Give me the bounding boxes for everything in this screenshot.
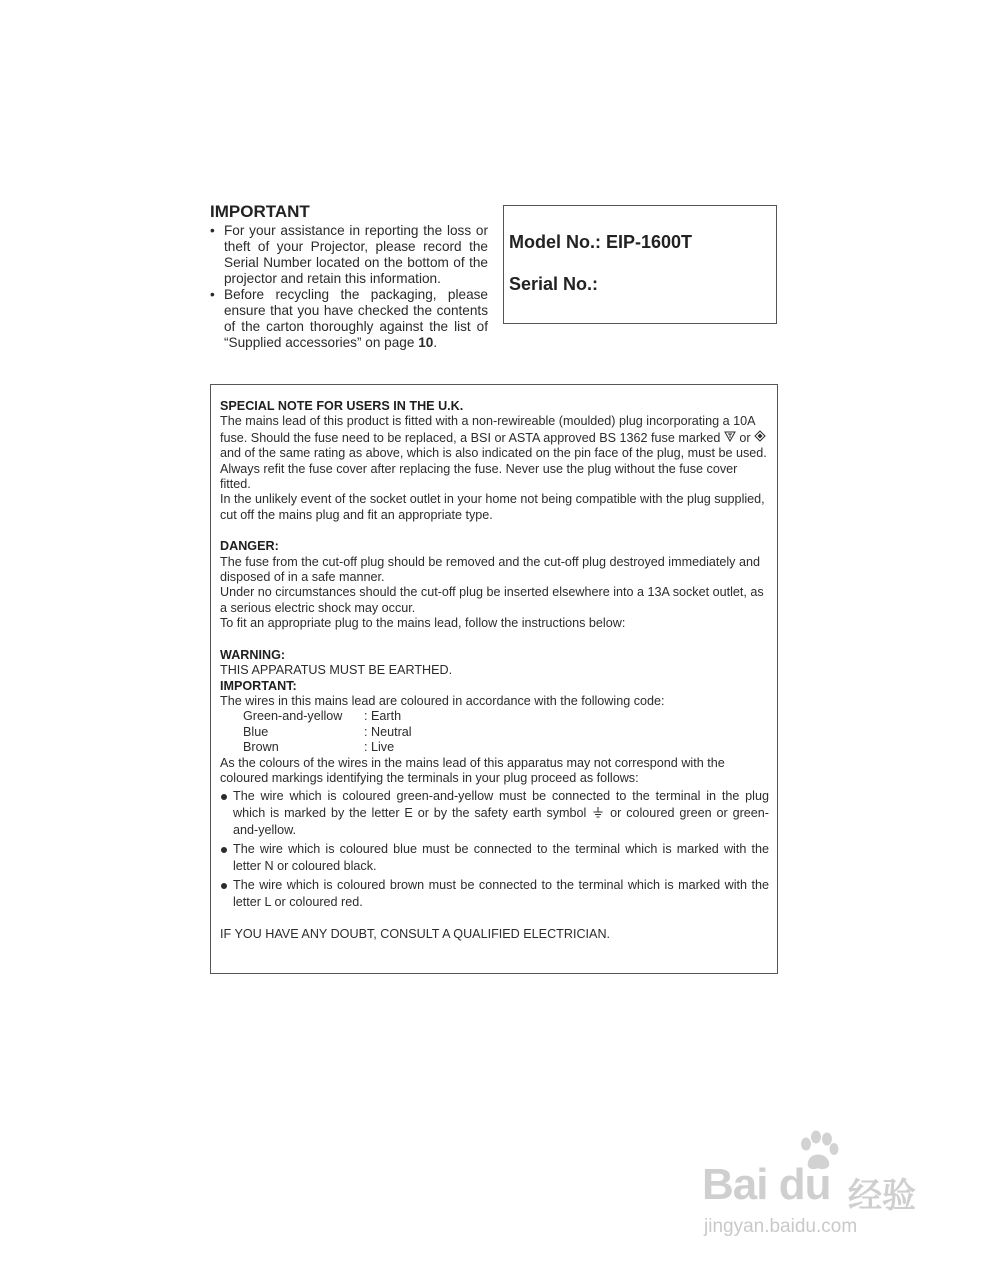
danger-text-2: Under no circumstances should the cut-off plug be inserted elsewhere into a 13A socket outlet, as a serious electric shock may occur.	[220, 585, 764, 615]
important-list	[210, 223, 488, 351]
model-serial-box	[503, 205, 777, 324]
wiring-bullet-earth: The wire which is coloured green-and-yellow must be connected to the terminal in the plug which is marked by the letter E or by the safety earth symbol or coloured green or green-and-yellow.	[220, 788, 769, 839]
watermark-url: jingyan.baidu.com	[704, 1216, 858, 1237]
page-reference: 10	[418, 335, 434, 350]
closing-advice: IF YOU HAVE ANY DOUBT, CONSULT A QUALIFIED ELECTRICIAN.	[220, 927, 611, 942]
baidu-watermark	[700, 1130, 940, 1250]
danger-text-1: The fuse from the cut-off plug should be removed and the cut-off plug destroyed immediately and disposed of in a safe manner.	[220, 554, 760, 585]
jingyan-logo-text: 经验	[848, 1177, 916, 1215]
baidu-logo-text: Bai du	[702, 1160, 831, 1209]
uk-special-note-box	[210, 384, 778, 974]
danger-text-3: To fit an appropriate plug to the mains lead, follow the instructions below:	[220, 616, 626, 631]
wiring-bullet-neutral: The wire which is coloured blue must be connected to the terminal which is marked with the letter N or coloured black.	[220, 841, 769, 875]
important-heading: IMPORTANT:	[220, 678, 297, 693]
wire-code-row: Brown : Live	[243, 740, 395, 755]
serial-number-label: Serial No.:	[509, 274, 599, 294]
colours-note: As the colours of the wires in the mains lead of this apparatus may not correspond with the coloured markings identifying the terminals in your plug proceed as follows:	[220, 755, 725, 785]
model-number: Model No.: EIP-1600T	[509, 232, 693, 252]
important-item-serial: • For your assistance in reporting the loss or theft of your Projector, please record the Serial Number located on the bottom of the projector and retain this information.	[210, 223, 488, 287]
uk-note-socket-outlet: In the unlikely event of the socket outlet in your home not being compatible with the plug supplied, cut off the mains plug and fit an appropriate type.	[220, 492, 765, 522]
wire-code-row: Blue : Neutral	[243, 724, 412, 739]
uk-note-heading: SPECIAL NOTE FOR USERS IN THE U.K.	[220, 399, 464, 413]
uk-note-fuse-cover: Always refit the fuse cover after replacing the fuse. Never use the plug without the fuse cover fitted.	[220, 461, 738, 492]
warning-heading: WARNING:	[220, 647, 286, 662]
asta-mark-icon	[754, 430, 766, 444]
important-item-recycling: • Before recycling the packaging, please ensure that you have checked the contents of the carton thoroughly against the list of “Supplied accessories” on page 10.	[210, 287, 488, 351]
bsi-kitemark-icon	[724, 430, 736, 444]
important-section	[210, 202, 488, 351]
warning-text: THIS APPARATUS MUST BE EARTHED.	[220, 663, 453, 678]
wire-code-row: Green-and-yellow : Earth	[243, 709, 402, 724]
wire-code-intro: The wires in this mains lead are coloured in accordance with the following code:	[220, 693, 665, 708]
danger-heading: DANGER:	[220, 539, 279, 554]
uk-note-fuse-paragraph: The mains lead of this product is fitted with a non-rewireable (moulded) plug incorporating a 10A fuse. Should the fuse need to be replaced, a BSI or ASTA approved BS 1362 fuse marked or and of the same rating as above, which is also indicated on the pin face of the plug, must be used.	[220, 414, 767, 461]
wiring-bullet-live: The wire which is coloured brown must be connected to the terminal which is marked with the letter L or coloured red.	[220, 877, 769, 911]
important-title: IMPORTANT	[210, 202, 310, 221]
earth-symbol-icon	[593, 806, 603, 816]
